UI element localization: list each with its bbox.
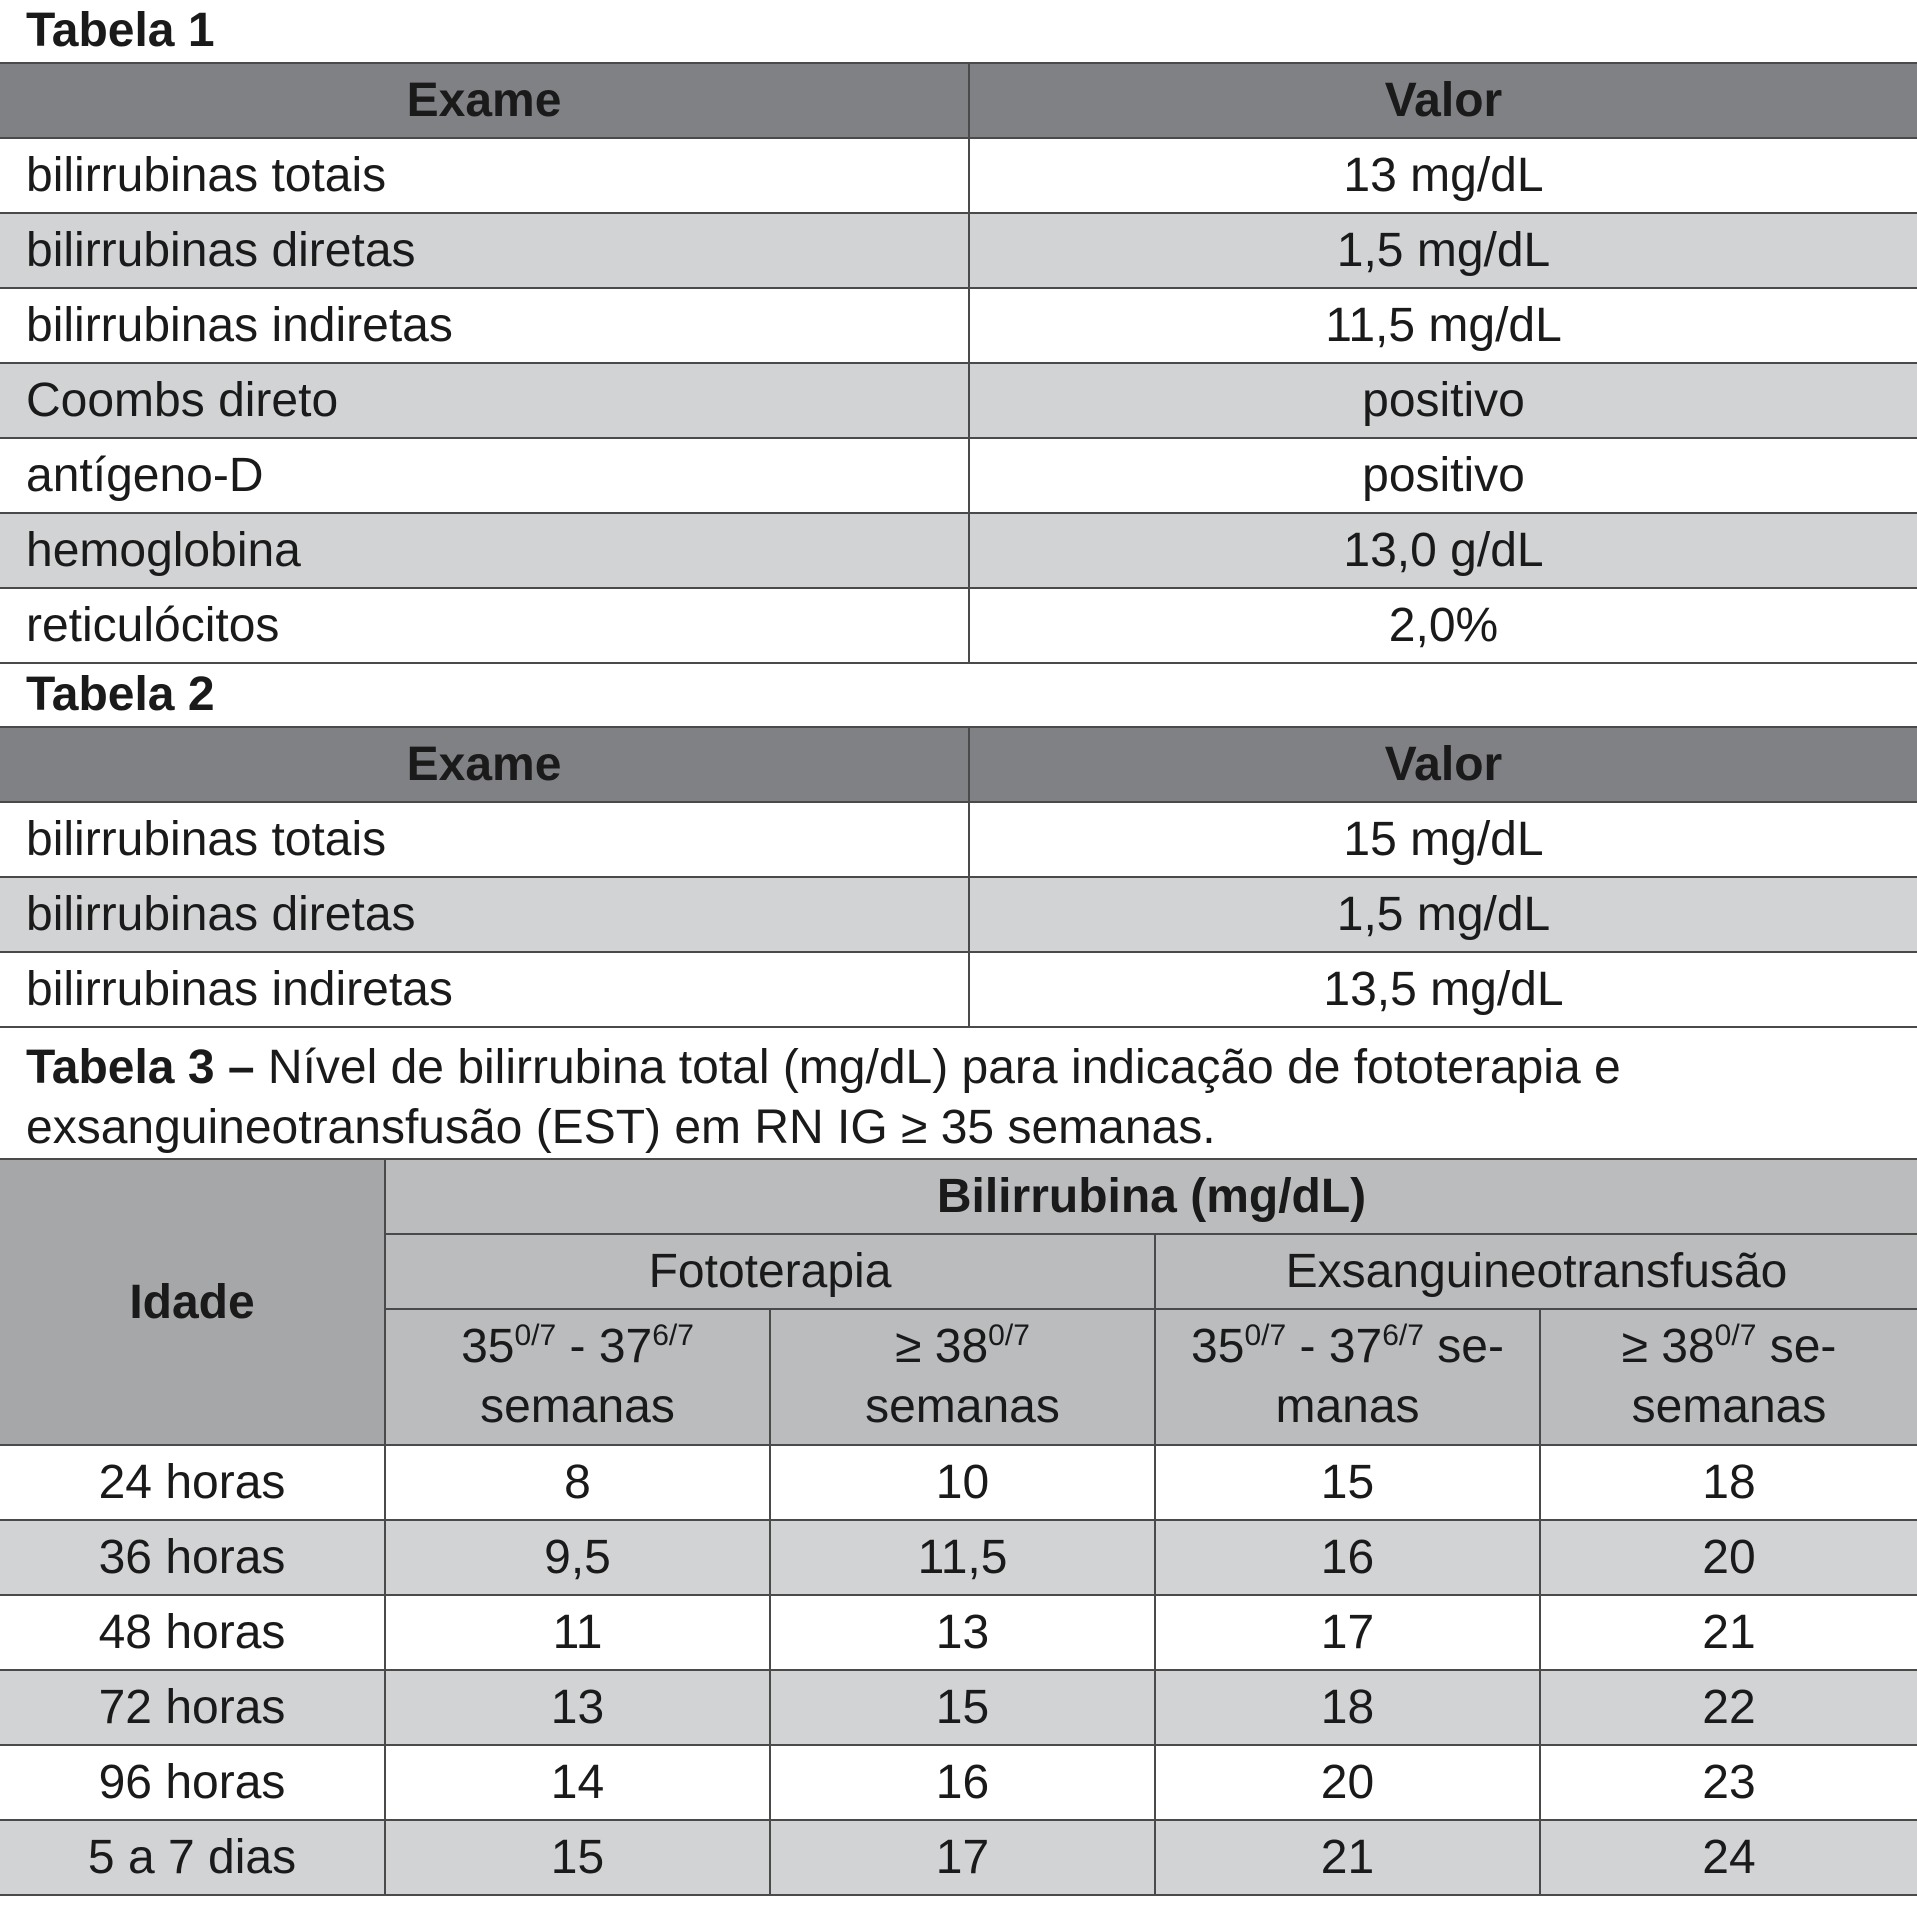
valor-cell: 13,5 mg/dL	[969, 952, 1917, 1027]
exame-cell: bilirrubinas diretas	[0, 877, 969, 952]
tabela3-caption-label: Tabela 3 –	[26, 1041, 255, 1094]
table-row	[0, 877, 1917, 952]
value-cell: 21	[1540, 1595, 1917, 1670]
value-cell: 14	[385, 1745, 770, 1820]
header-exame: Exame	[0, 63, 969, 138]
tabela2-title: Tabela 2	[26, 668, 215, 721]
value-cell: 20	[1155, 1745, 1540, 1820]
exame-cell: reticulócitos	[0, 588, 969, 663]
header-valor: Valor	[969, 727, 1917, 802]
exame-cell: bilirrubinas totais	[0, 138, 969, 213]
valor-cell: 1,5 mg/dL	[969, 877, 1917, 952]
table-row	[0, 1595, 1917, 1670]
tabela1-header-row	[0, 63, 1917, 138]
header-exsanguineotransfusao: Exsanguineotransfusão	[1155, 1234, 1917, 1309]
header-bilirrubina: Bilirrubina (mg/dL)	[385, 1159, 1917, 1234]
value-cell: 15	[770, 1670, 1155, 1745]
value-cell: 18	[1540, 1445, 1917, 1520]
value-cell: 10	[770, 1445, 1155, 1520]
table-row	[0, 363, 1917, 438]
exame-cell: bilirrubinas totais	[0, 802, 969, 877]
valor-cell: 2,0%	[969, 588, 1917, 663]
table-row	[0, 288, 1917, 363]
exame-cell: bilirrubinas diretas	[0, 213, 969, 288]
valor-cell: positivo	[969, 363, 1917, 438]
value-cell: 18	[1155, 1670, 1540, 1745]
value-cell: 13	[385, 1670, 770, 1745]
exame-cell: hemoglobina	[0, 513, 969, 588]
exame-cell: antígeno-D	[0, 438, 969, 513]
value-cell: 11	[385, 1595, 770, 1670]
value-cell: 21	[1155, 1820, 1540, 1895]
value-cell: 22	[1540, 1670, 1917, 1745]
tabela3-header-row-1	[0, 1159, 1917, 1234]
idade-cell: 24 horas	[0, 1445, 385, 1520]
value-cell: 15	[385, 1820, 770, 1895]
value-cell: 23	[1540, 1745, 1917, 1820]
value-cell: 15	[1155, 1445, 1540, 1520]
tabela3-caption-text: Nível de bilirrubina total (mg/dL) para indicação de fototerapia e exsanguineotransfusão (EST) em RN IG ≥ 35 semanas.	[26, 1041, 1621, 1154]
header-ga-fototerapia-35-37: $35^{0/7} - 37^{6/7}$ semanas	[385, 1309, 770, 1445]
value-cell: 24	[1540, 1820, 1917, 1895]
tabela1-title: Tabela 1	[26, 4, 215, 57]
value-cell: 16	[1155, 1520, 1540, 1595]
valor-cell: 11,5 mg/dL	[969, 288, 1917, 363]
value-cell: 17	[1155, 1595, 1540, 1670]
value-cell: 16	[770, 1745, 1155, 1820]
tabela3	[0, 1158, 1917, 1896]
idade-cell: 48 horas	[0, 1595, 385, 1670]
table-row	[0, 1820, 1917, 1895]
table-row	[0, 513, 1917, 588]
header-idade: Idade	[0, 1159, 385, 1445]
valor-cell: 13,0 g/dL	[969, 513, 1917, 588]
idade-cell: 72 horas	[0, 1670, 385, 1745]
table-row	[0, 952, 1917, 1027]
idade-cell: 5 a 7 dias	[0, 1820, 385, 1895]
table-row	[0, 1520, 1917, 1595]
tabela2	[0, 726, 1917, 1028]
table-row	[0, 438, 1917, 513]
exame-cell: bilirrubinas indiretas	[0, 288, 969, 363]
value-cell: 20	[1540, 1520, 1917, 1595]
header-valor: Valor	[969, 63, 1917, 138]
table-row	[0, 588, 1917, 663]
valor-cell: 15 mg/dL	[969, 802, 1917, 877]
valor-cell: 13 mg/dL	[969, 138, 1917, 213]
tabela2-header-row	[0, 727, 1917, 802]
value-cell: 11,5	[770, 1520, 1155, 1595]
valor-cell: positivo	[969, 438, 1917, 513]
table-row	[0, 802, 1917, 877]
table-row	[0, 1745, 1917, 1820]
header-ga-est-35-37: $35^{0/7} - 37^{6/7}$ se- manas	[1155, 1309, 1540, 1445]
value-cell: 17	[770, 1820, 1155, 1895]
exame-cell: Coombs direto	[0, 363, 969, 438]
value-cell: 13	[770, 1595, 1155, 1670]
tabela3-caption	[0, 1028, 1917, 1158]
tabela1	[0, 62, 1917, 664]
table-row	[0, 1670, 1917, 1745]
valor-cell: 1,5 mg/dL	[969, 213, 1917, 288]
header-exame: Exame	[0, 727, 969, 802]
table-row	[0, 213, 1917, 288]
idade-cell: 96 horas	[0, 1745, 385, 1820]
value-cell: 9,5	[385, 1520, 770, 1595]
table-row	[0, 138, 1917, 213]
table-row	[0, 1445, 1917, 1520]
value-cell: 8	[385, 1445, 770, 1520]
header-ga-est-38: ≥ $38^{0/7}$ se- semanas	[1540, 1309, 1917, 1445]
exame-cell: bilirrubinas indiretas	[0, 952, 969, 1027]
header-ga-fototerapia-38: ≥ $38^{0/7}$ semanas	[770, 1309, 1155, 1445]
header-fototerapia: Fototerapia	[385, 1234, 1155, 1309]
idade-cell: 36 horas	[0, 1520, 385, 1595]
